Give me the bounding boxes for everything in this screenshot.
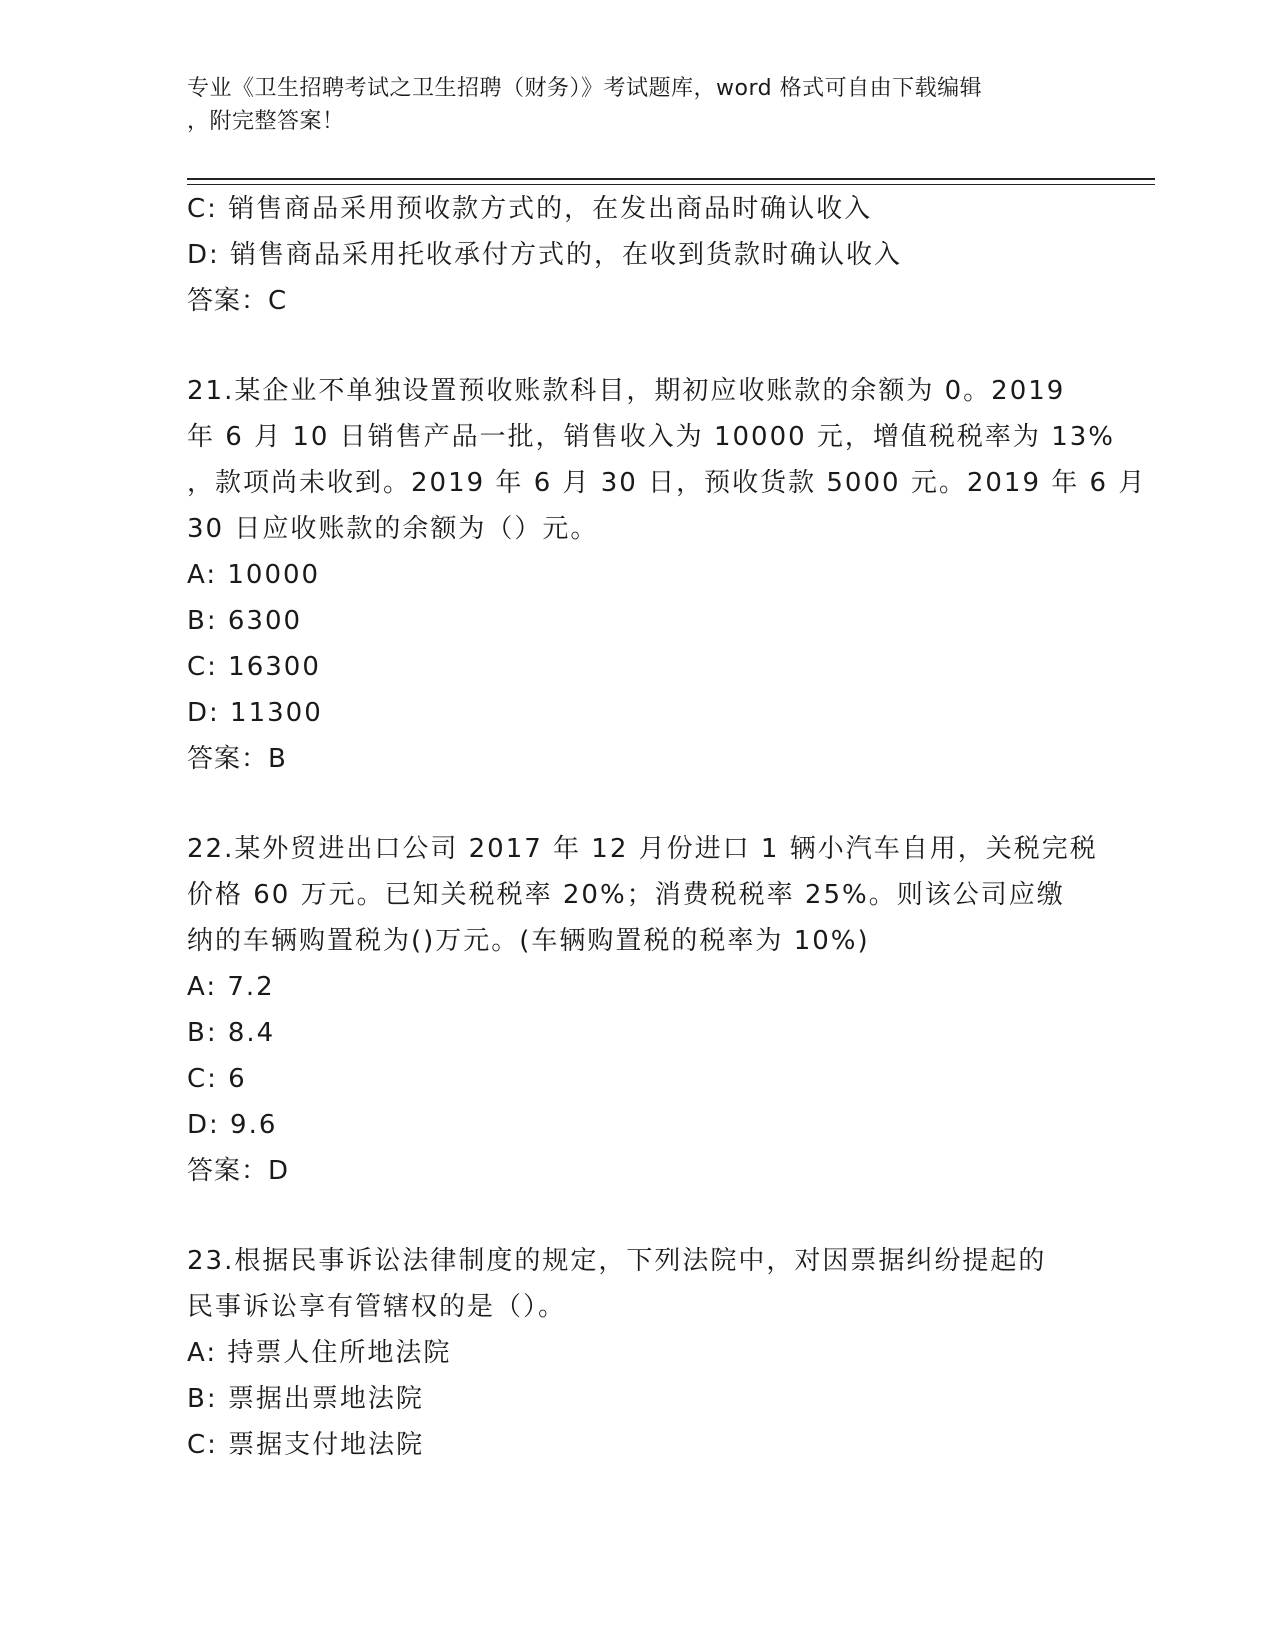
question-23 <box>187 1238 1087 1468</box>
spacer <box>187 324 1087 368</box>
option-c: C: 票据支付地法院 <box>187 1430 425 1460</box>
option-a: A: 7.2 <box>187 972 275 1002</box>
answer-line: 答案：C <box>187 286 288 316</box>
spacer <box>187 782 1087 826</box>
header-line-2: ，附完整答案！ <box>187 109 345 134</box>
question-text-line: 民事诉讼享有管辖权的是（）。 <box>187 1292 567 1322</box>
option-a: A: 持票人住所地法院 <box>187 1338 452 1368</box>
answer-line: 答案：D <box>187 1156 290 1186</box>
header-line-1: 专业《卫生招聘考试之卫生招聘（财务）》考试题库，word 格式可自由下载编辑 <box>187 76 983 101</box>
question-text-line: 22.某外贸进出口公司 2017 年 12 月份进口 1 辆小汽车自用，关税完税 <box>187 834 1098 864</box>
option-d: D: 11300 <box>187 698 323 728</box>
question-21 <box>187 368 1147 782</box>
question-text-line: ，款项尚未收到。2019 年 6 月 30 日，预收货款 5000 元。2019 年 6 月 <box>187 468 1147 498</box>
question-text-line: 23.根据民事诉讼法律制度的规定，下列法院中，对因票据纠纷提起的 <box>187 1246 1047 1276</box>
question-text-line: 纳的车辆购置税为()万元。(车辆购置税的税率为 10%) <box>187 926 870 956</box>
option-d: D: 销售商品采用托收承付方式的，在收到货款时确认收入 <box>187 240 903 270</box>
option-c: C: 16300 <box>187 652 321 682</box>
question-text-line: 年 6 月 10 日销售产品一批，销售收入为 10000 元，增值税税率为 13% <box>187 422 1115 452</box>
question-20-tail <box>187 186 1087 324</box>
option-b: B: 8.4 <box>187 1018 276 1048</box>
document-body <box>187 186 1147 1468</box>
option-c: C: 销售商品采用预收款方式的，在发出商品时确认收入 <box>187 194 873 224</box>
option-d: D: 9.6 <box>187 1110 278 1140</box>
answer-line: 答案：B <box>187 744 287 774</box>
option-b: B: 票据出票地法院 <box>187 1384 424 1414</box>
question-text-line: 21.某企业不单独设置预收账款科目，期初应收账款的余额为 0。2019 <box>187 376 1066 406</box>
question-text-line: 30 日应收账款的余额为（）元。 <box>187 514 599 544</box>
option-c: C: 6 <box>187 1064 247 1094</box>
header-divider-thick <box>187 178 1155 180</box>
question-22 <box>187 826 1098 1194</box>
option-b: B: 6300 <box>187 606 303 636</box>
header-divider-thin <box>187 184 1155 185</box>
page-header <box>187 72 1067 138</box>
question-text-line: 价格 60 万元。已知关税税率 20%；消费税税率 25%。则该公司应缴 <box>187 880 1065 910</box>
spacer <box>187 1194 1087 1238</box>
option-a: A: 10000 <box>187 560 321 590</box>
